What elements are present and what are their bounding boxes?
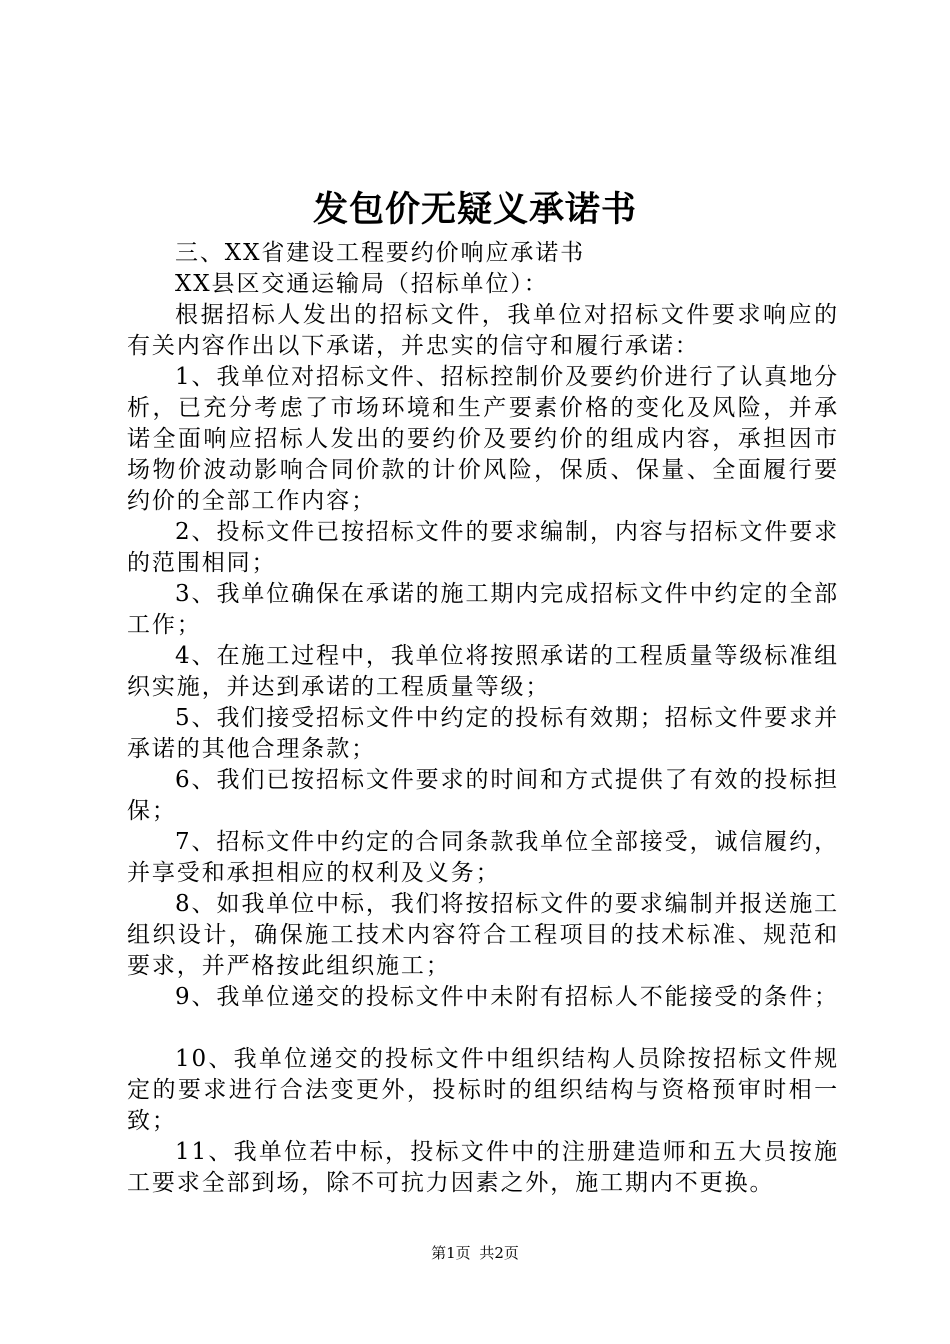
- commitment-item-6: 6、我们已按招标文件要求的时间和方式提供了有效的投标担保；: [127, 767, 839, 824]
- commitment-item-5: 5、我们接受招标文件中约定的投标有效期；招标文件要求并承诺的其他合理条款；: [127, 705, 839, 762]
- commitment-item-9: 9、我单位递交的投标文件中未附有招标人不能接受的条件；: [175, 984, 839, 1010]
- commitment-item-1: 1、我单位对招标文件、招标控制价及要约价进行了认真地分析，已充分考虑了市场环境和生产要素价格的变化及风险，并承诺全面响应招标人发出的要约价及要约价的组成内容，承担因市场物价波动影响合同价款的计价风险，保质、保量、全面履行要约价的全部工作内容；: [127, 364, 839, 514]
- commitment-item-11: 11、我单位若中标，投标文件中的注册建造师和五大员按施工要求全部到场，除不可抗力因素之外，施工期内不更换。: [127, 1139, 839, 1196]
- commitment-item-2: 2、投标文件已按招标文件的要求编制，内容与招标文件要求的范围相同；: [127, 519, 839, 576]
- document-title: 发包价无疑义承诺书: [312, 189, 637, 230]
- document-body: [127, 238, 839, 1199]
- page-footer: [0, 1243, 950, 1263]
- page-number: 第1页: [431, 1244, 471, 1262]
- page-total: 共2页: [479, 1244, 519, 1262]
- section-heading: 三、XX省建设工程要约价响应承诺书: [175, 240, 586, 266]
- addressee: XX县区交通运输局（招标单位）：: [175, 271, 549, 297]
- commitment-item-8: 8、如我单位中标，我们将按招标文件的要求编制并报送施工组织设计，确保施工技术内容符合工程项目的技术标准、规范和要求，并严格按此组织施工；: [127, 891, 839, 979]
- commitment-item-4: 4、在施工过程中，我单位将按照承诺的工程质量等级标准组织实施，并达到承诺的工程质量等级；: [127, 643, 839, 700]
- commitment-item-3: 3、我单位确保在承诺的施工期内完成招标文件中约定的全部工作；: [127, 581, 839, 638]
- commitment-item-10: 10、我单位递交的投标文件中组织结构人员除按招标文件规定的要求进行合法变更外，投标时的组织结构与资格预审时相一致；: [127, 1046, 839, 1134]
- intro-paragraph: 根据招标人发出的招标文件，我单位对招标文件要求响应的有关内容作出以下承诺，并忠实的信守和履行承诺：: [127, 302, 839, 359]
- commitment-item-7: 7、招标文件中约定的合同条款我单位全部接受，诚信履约，并享受和承担相应的权利及义务；: [127, 829, 839, 886]
